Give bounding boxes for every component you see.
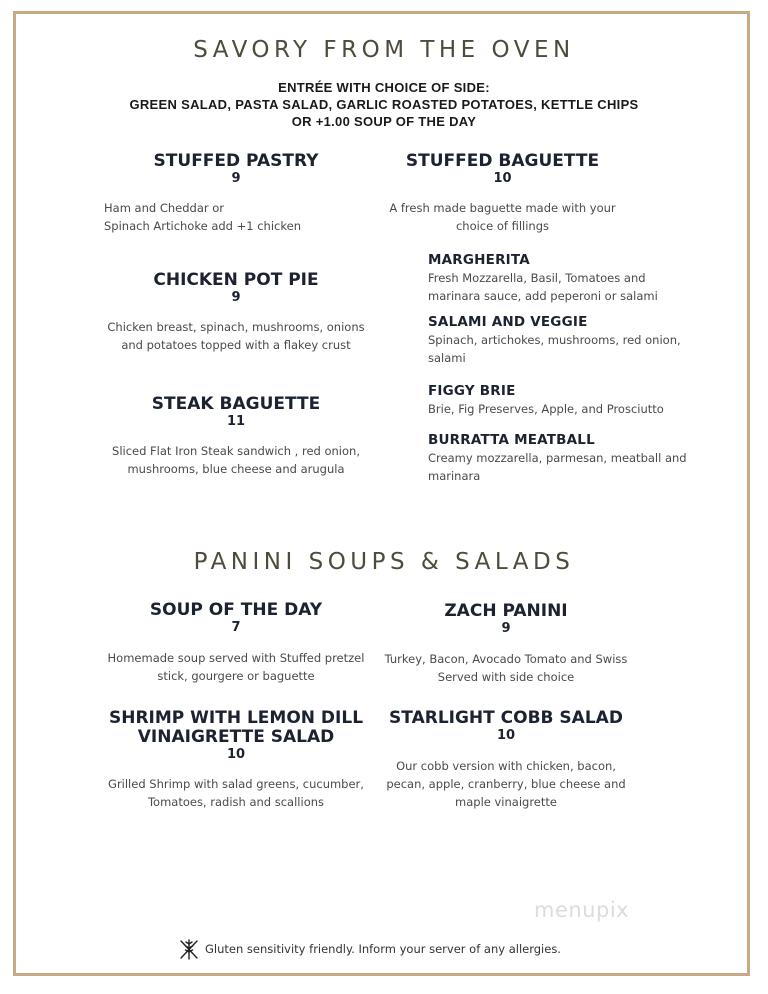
- item-name-line-1: SHRIMP WITH LEMON DILL: [108, 708, 364, 728]
- filling-name: BURRATTA MEATBALL: [428, 432, 595, 448]
- item-price: 10: [493, 171, 512, 186]
- item-price: 10: [496, 728, 516, 743]
- item-description-line: Tomatoes, radish and scallions: [147, 795, 325, 809]
- item-description-line: Chicken breast, spinach, mushrooms, onions: [107, 320, 365, 334]
- item-description-line: Our cobb version with chicken, bacon,: [396, 759, 616, 773]
- item-description-line: stick, gourgere or baguette: [157, 669, 315, 683]
- item-price: 9: [231, 290, 241, 305]
- item-description-line: choice of fillings: [455, 219, 550, 233]
- item-name: ZACH PANINI: [444, 601, 568, 621]
- filling-burratta-meatball: [428, 432, 728, 485]
- filling-description-line: Fresh Mozzarella, Basil, Tomatoes and: [428, 271, 646, 285]
- item-description-line: Homemade soup served with Stuffed pretzel: [107, 651, 365, 665]
- item-name: CHICKEN POT PIE: [153, 270, 319, 290]
- allergy-footer: [178, 938, 561, 960]
- item-description-line: pecan, apple, cranberry, blue cheese and: [386, 777, 626, 791]
- item-price: 11: [226, 414, 246, 429]
- menu-item-zach-panini: [360, 602, 652, 686]
- menu-item-stuffed-pastry: [80, 152, 392, 235]
- item-name: STEAK BAGUETTE: [151, 394, 321, 414]
- item-description-line: Spinach Artichoke add +1 chicken: [104, 219, 301, 233]
- filling-name: MARGHERITA: [428, 252, 530, 268]
- item-name-line-2: VINAIGRETTE SALAD: [137, 727, 335, 747]
- filling-name: FIGGY BRIE: [428, 383, 516, 399]
- subheading-line-2: GREEN SALAD, PASTA SALAD, GARLIC ROASTED POTATOES, KETTLE CHIPS: [129, 97, 639, 112]
- filling-description-line: marinara: [428, 469, 481, 483]
- menu-item-steak-baguette: [80, 395, 392, 478]
- filling-description-line: marinara sauce, add peperoni or salami: [428, 289, 658, 303]
- item-description-line: and potatoes topped with a flakey crust: [121, 338, 351, 352]
- item-price: 10: [226, 747, 246, 762]
- menu-item-soup-of-the-day: [80, 601, 392, 685]
- item-description-line: mushrooms, blue cheese and arugula: [127, 462, 345, 476]
- filling-salami-and-veggie: [428, 314, 728, 367]
- item-name: STUFFED PASTRY: [153, 151, 319, 171]
- section-title-panini: PANINI SOUPS & SALADS: [193, 549, 575, 575]
- item-name: STUFFED BAGUETTE: [405, 151, 600, 171]
- filling-figgy-brie: [428, 383, 728, 418]
- menu-item-shrimp-salad: [80, 709, 392, 811]
- section-title-savory: SAVORY FROM THE OVEN: [193, 37, 575, 63]
- item-name: STARLIGHT COBB SALAD: [389, 708, 623, 728]
- menu-item-chicken-pot-pie: [80, 271, 392, 354]
- item-description-line: Ham and Cheddar or: [104, 201, 225, 215]
- item-description-line: Grilled Shrimp with salad greens, cucumber,: [108, 777, 364, 791]
- filling-description-line: salami: [428, 351, 466, 365]
- filling-description-line: Creamy mozzarella, parmesan, meatball and: [428, 451, 687, 465]
- filling-name: SALAMI AND VEGGIE: [428, 314, 588, 330]
- item-description-line: A fresh made baguette made with your: [389, 201, 616, 215]
- menu-item-starlight-cobb-salad: [360, 709, 652, 811]
- filling-description-line: Brie, Fig Preserves, Apple, and Prosciutto: [428, 402, 664, 416]
- item-price: 9: [501, 621, 511, 636]
- item-description-line: Turkey, Bacon, Avocado Tomato and Swiss: [384, 652, 628, 666]
- subheading-line-3: OR +1.00 SOUP OF THE DAY: [291, 114, 477, 129]
- item-description-line: Served with side choice: [437, 670, 575, 684]
- menupix-watermark: menupix: [534, 898, 630, 922]
- item-description-line: Sliced Flat Iron Steak sandwich , red onion,: [112, 444, 360, 458]
- subheading-line-1: ENTRÉE WITH CHOICE OF SIDE:: [278, 80, 490, 95]
- item-price: 9: [231, 171, 241, 186]
- menu-item-stuffed-baguette: [355, 152, 650, 235]
- item-description-line: maple vinaigrette: [455, 795, 557, 809]
- allergy-notice-text: Gluten sensitivity friendly. Inform your server of any allergies.: [205, 942, 561, 956]
- filling-margherita: [428, 252, 728, 305]
- section-subheading: [0, 79, 768, 130]
- wheat-cross-icon: [178, 938, 200, 960]
- item-name: SOUP OF THE DAY: [149, 600, 323, 620]
- filling-description-line: Spinach, artichokes, mushrooms, red onion,: [428, 333, 681, 347]
- item-price: 7: [231, 620, 241, 635]
